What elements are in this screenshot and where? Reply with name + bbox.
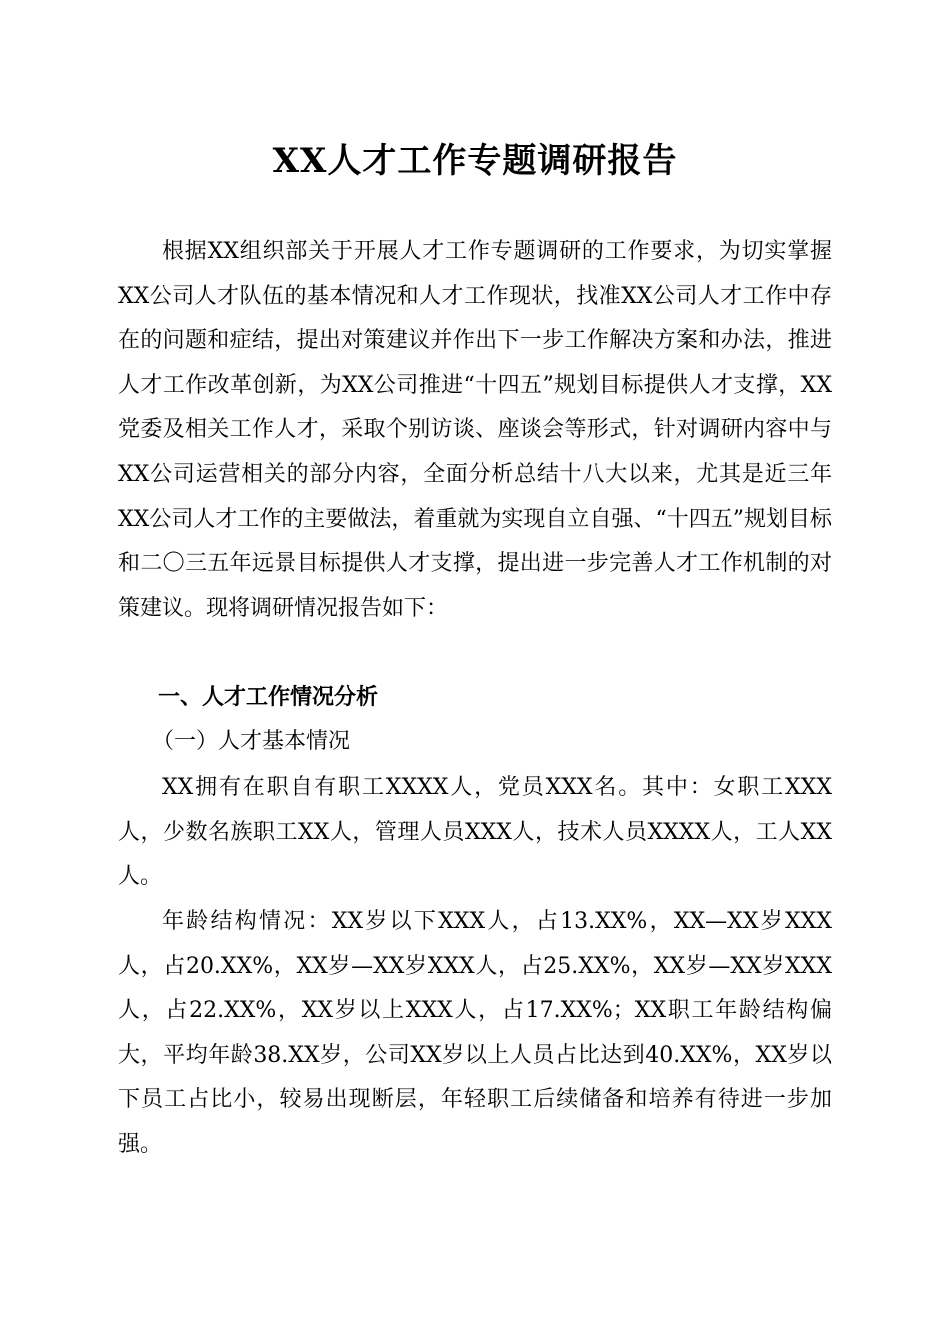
- document-title: XX人才工作专题调研报告: [272, 141, 678, 181]
- subsection-heading: （一）人才基本情况: [152, 729, 351, 754]
- intro-paragraph: 根据XX组织部关于开展人才工作专题调研的工作要求，为切实掌握XX公司人才队伍的基本情况和人才工作现状，找准XX公司人才工作中存在的问题和症结，提出对策建议并作出下一步工作解决方案和办法，推进人才工作改革创新，为XX公司推进“十四五”规划目标提供人才支撑，XX党委及相关工作人才，采取个别访谈、座谈会等形式，针对调研内容中与XX公司运营相关的部分内容，全面分析总结十八大以来，尤其是近三年XX公司人才工作的主要做法，着重就为实现自立自强、“十四五”规划目标和二〇三五年远景目标提供人才支撑，提出进一步完善人才工作机制的对策建议。现将调研情况报告如下：: [118, 239, 832, 621]
- age-structure-paragraph: 年龄结构情况：XX岁以下XXX人，占13.XX%，XX—XX岁XXX人，占20.XX%，XX岁—XX岁XXX人，占25.XX%，XX岁—XX岁XXX人，占22.XX%，XX岁以上XXX人，占17.XX%；XX职工年龄结构偏大，平均年龄38.XX岁，公司XX岁以上人员占比达到40.XX%，XX岁以下员工占比小，较易出现断层，年轻职工后续储备和培养有待进一步加强。: [118, 909, 832, 1157]
- section-heading: 一、人才工作情况分析: [158, 685, 379, 710]
- staff-paragraph: XX拥有在职自有职工XXXX人，党员XXX名。其中：女职工XXX人，少数名族职工XX人，管理人员XXX人，技术人员XXXX人，工人XX人。: [118, 775, 832, 890]
